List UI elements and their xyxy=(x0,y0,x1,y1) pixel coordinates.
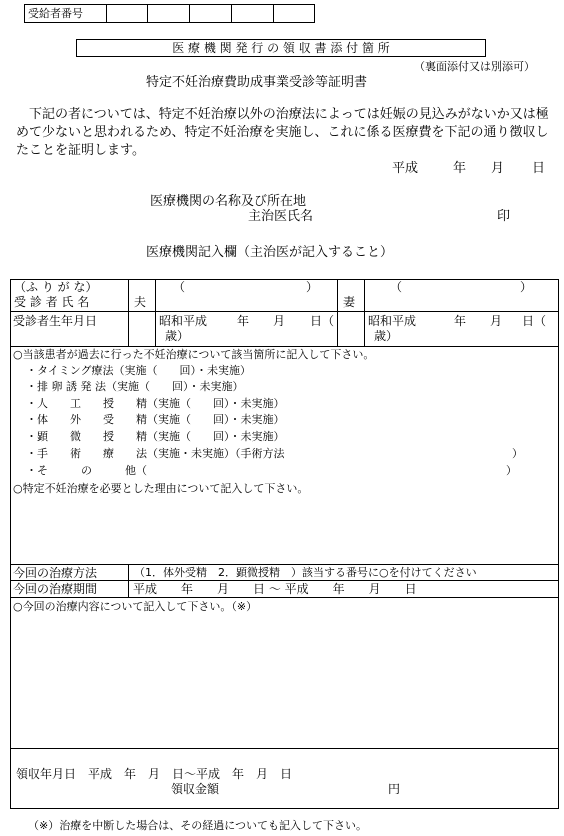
dob-label: 受診者生年月日 xyxy=(13,314,98,328)
husband-furigana-open: （ xyxy=(173,280,186,294)
receipt-yen: 円 xyxy=(388,782,401,796)
wife-dob-year: 年 xyxy=(454,314,467,328)
treatment-ivf: ・体 外 受 精（実施（ 回）・未実施） xyxy=(26,413,285,426)
institution-label: 医療機関の名称及び所在地 xyxy=(150,194,307,209)
wife-name-input[interactable] xyxy=(366,296,557,310)
receipt-amount-label: 領収金額 xyxy=(171,782,220,796)
treatment-ovulation-induction: ・排 卵 誘 発 法（実施（ 回）・未実施） xyxy=(26,380,244,393)
col-line xyxy=(337,279,338,346)
treatment-icsi: ・顕 微 授 精（実施（ 回）・未実施） xyxy=(26,430,285,443)
treatment-other: ・そ の 他（ xyxy=(26,464,147,477)
husband-name-input[interactable] xyxy=(157,296,335,310)
certificate-date-year: 年 xyxy=(453,161,467,176)
method-label: 今回の治療方法 xyxy=(13,566,98,580)
husband-furigana-close: ） xyxy=(306,280,319,294)
content-heading: ○今回の治療内容について記入して下さい。（※） xyxy=(13,600,258,613)
treatment-surgery: ・手 術 療 法（実施・未実施）（手術方法 xyxy=(26,447,285,460)
certificate-date-day: 日 xyxy=(532,161,546,176)
wife-dob-era: 昭和平成 xyxy=(368,314,417,328)
patient-name-label: 受 診 者 氏 名 xyxy=(14,295,90,309)
wife-dob-age: 歳） xyxy=(374,329,399,343)
row-line xyxy=(10,748,559,749)
husband-dob-day: 日（ xyxy=(310,314,335,328)
period-value[interactable]: 平成 年 月 日 ～ 平成 年 月 日 xyxy=(133,582,417,596)
husband-dob-age: 歳） xyxy=(165,329,190,343)
past-treatment-heading: ○当該患者が過去に行った不妊治療について該当箇所に記入して下さい。 xyxy=(13,348,375,361)
reason-input[interactable] xyxy=(12,498,557,562)
wife-furigana-close: ） xyxy=(520,280,533,294)
document-title: 特定不妊治療費助成事業受診等証明書 xyxy=(146,75,368,90)
reason-heading: ○特定不妊治療を必要とした理由について記入して下さい。 xyxy=(13,482,309,495)
content-input[interactable] xyxy=(12,616,557,746)
receipt-date: 領収年月日 平成 年 月 日〜平成 年 月 日 xyxy=(16,767,293,781)
row-line xyxy=(10,580,559,581)
attachment-note: （裏面添付又は別添可） xyxy=(414,60,535,73)
furigana-label: （ふ り が な） xyxy=(14,280,98,294)
receipt-attachment-label: 医 療 機 関 発 行 の 領 収 書 添 付 箇 所 xyxy=(172,41,390,55)
recipient-number-label: 受給者番号 xyxy=(28,7,83,20)
wife-furigana-open: （ xyxy=(390,280,403,294)
col-line xyxy=(155,279,156,346)
treatment-timing: ・タイミング療法（実施（ 回）・未実施） xyxy=(26,364,252,377)
row-line xyxy=(10,311,559,312)
husband-dob-month: 月 xyxy=(273,314,286,328)
footnote: （※）治療を中断した場合は、その経過についても記入して下さい。 xyxy=(28,819,367,832)
doctor-label: 主治医氏名 xyxy=(248,209,314,224)
treatment-artificial-insemination: ・人 工 授 精（実施（ 回）・未実施） xyxy=(26,397,285,410)
col-line xyxy=(364,279,365,346)
wife-dob-month: 月 xyxy=(490,314,503,328)
certificate-date-month: 月 xyxy=(491,161,505,176)
col-line xyxy=(128,279,129,346)
husband-label: 夫 xyxy=(134,295,147,309)
intro-paragraph: 下記の者については、特定不妊治療以外の治療法によっては妊娠の見込みがないか又は極めて少ないと思われるため、特定不妊治療を実施し、これに係る医療費を下記の通り徴収したことを証明します。 xyxy=(16,107,549,158)
method-value[interactable]: （1．体外受精 2．顕微授精 ）該当する番号に○を付けてください xyxy=(134,566,477,579)
seal-mark: 印 xyxy=(497,209,511,224)
wife-dob-day: 日（ xyxy=(522,314,547,328)
section-heading: 医療機関記入欄（主治医が記入すること） xyxy=(146,245,394,260)
recipient-number-input[interactable] xyxy=(107,5,314,22)
husband-dob-year: 年 xyxy=(237,314,250,328)
period-label: 今回の治療期間 xyxy=(13,582,98,596)
row-line xyxy=(10,564,559,565)
treatment-other-close: ） xyxy=(506,464,517,477)
col-line xyxy=(128,564,129,597)
husband-dob-era: 昭和平成 xyxy=(159,314,208,328)
wife-label: 妻 xyxy=(343,295,356,309)
certificate-date-era: 平成 xyxy=(392,161,419,176)
row-line xyxy=(10,346,559,347)
row-line xyxy=(10,597,559,598)
treatment-surgery-close: ） xyxy=(512,447,523,460)
